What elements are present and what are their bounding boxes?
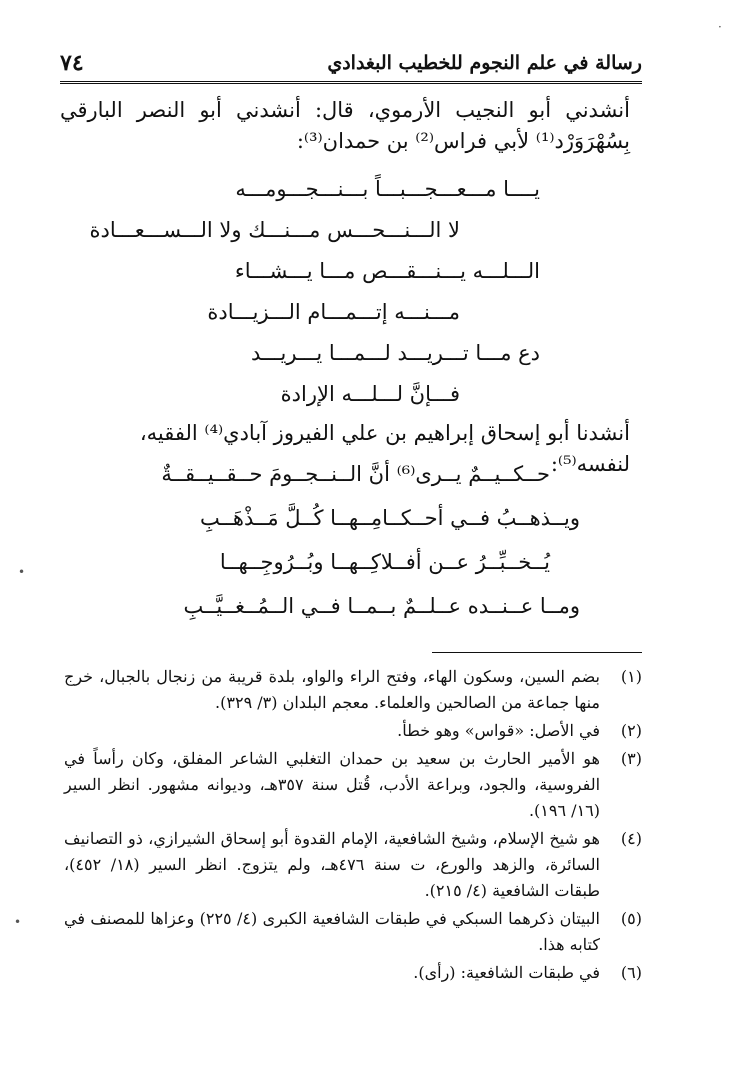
footnote-text: في طبقات الشافعية: (رأى). <box>413 963 600 982</box>
footnote <box>64 664 642 716</box>
footnote <box>64 960 642 986</box>
footnote <box>64 826 642 904</box>
header-divider <box>60 81 642 84</box>
running-title: رسالة في علم النجوم للخطيب البغدادي <box>327 52 642 74</box>
poem1-verse-6: فـــإنَّ لـــلـــه الإرادة <box>280 382 460 406</box>
poem1-verse-1: يــــا مـــعـــجـــبـــاً بـــنـــجـــومـــه <box>235 177 540 201</box>
footnote-number: (٤) <box>620 829 642 848</box>
poem2-verse-1: حــكــيــمٌ يــرى⁽⁶⁾ أنَّ الــنــجــومَ حــقــيــقــةٌ <box>161 462 550 486</box>
poem-abu-firas <box>89 170 580 416</box>
scan-dot: · <box>718 20 722 34</box>
footnote-number: (١) <box>620 667 642 686</box>
poem1-verse-5: دع مـــا تـــريـــد لـــمـــا يـــريـــد <box>251 341 540 365</box>
footnotes <box>64 664 642 988</box>
footnote-text: هو شيخ الإسلام، وشيخ الشافعية، الإمام القدوة أبو إسحاق الشيرازي، ذو التصانيف السائرة، والزهد والورع، ت سنة ٤٧٦هـ، ولم يتزوج. انظر السير (١٨/ ٤٥٢)، طبقات الشافعية (٤/ ٢١٥). <box>64 829 600 900</box>
footnote-text: بضم السين، وسكون الهاء، وفتح الراء والواو، بلدة قريبة من زنجال بالجبال، خرج منها جماعة من الصالحين والعلماء. معجم البلدان (٣/ ٣٢٩). <box>64 667 600 712</box>
footnote-number: (٥) <box>620 909 642 928</box>
footnote-text: هو الأمير الحارث بن سعيد بن حمدان التغلبي الشاعر المفلق، وكان رأساً في الفروسية، والجود، وبراعة الأدب، قُتل سنة ٣٥٧هـ، وديوانه مشهور. انظر السير (١٦/ ١٩٦). <box>64 749 601 820</box>
poem1-verse-3: الـــلـــه يـــنـــقـــص مـــا يـــشـــاء <box>234 259 540 283</box>
footnote <box>64 718 642 744</box>
intro-text-1: أنشدني أبو النجيب الأرموي، قال: أنشدني أبو النصر البارقي بِسُهْرَوَرْد⁽¹⁾ لأبي فراس⁽²⁾ بن حمدان⁽³⁾: <box>60 98 630 153</box>
poem2-verse-4: ومــا عــنــده عــلــمٌ بــمــا فــي الــمُــغــيَّــبِ <box>183 594 580 618</box>
footnote-divider <box>432 652 642 653</box>
poem2-verse-2: ويــذهــبُ فــي أحــكــامِــهــا كُــلَّ مَــذْهَــبِ <box>200 506 580 530</box>
poem1-verse-4: مـــنـــه إتـــمـــام الـــزيـــادة <box>207 300 460 324</box>
footnote-number: (٦) <box>620 963 642 982</box>
intro-paragraph-1 <box>60 95 630 157</box>
footnote-number: (٣) <box>620 749 642 768</box>
footnote <box>64 746 642 824</box>
footnote-text: البيتان ذكرهما السبكي في طبقات الشافعية الكبرى (٤/ ٢٢٥) وعزاها للمصنف في كتابه هذا. <box>64 909 601 954</box>
poem1-verse-2: لا الـــنـــحـــس مـــنـــك ولا الـــســـعـــادة <box>89 218 460 242</box>
scan-dot: • <box>14 915 22 929</box>
scan-dot: • <box>18 565 26 579</box>
running-header <box>60 44 642 82</box>
footnote <box>64 906 642 958</box>
poem-fayruzabadi <box>140 455 580 631</box>
footnote-text: في الأصل: «قواس» وهو خطأ. <box>397 721 600 740</box>
footnote-number: (٢) <box>620 721 642 740</box>
page-number: ٧٤ <box>60 50 84 76</box>
intro-text-2: أنشدنا أبو إسحاق إبراهيم بن علي الفيروز آبادي⁽⁴⁾ الفقيه، لنفسه⁽⁵⁾: <box>139 421 630 476</box>
poem2-verse-3: يُــخــبِّــرُ عــن أفــلاكِــهــا وبُــرُوجِــهــا <box>219 550 550 574</box>
